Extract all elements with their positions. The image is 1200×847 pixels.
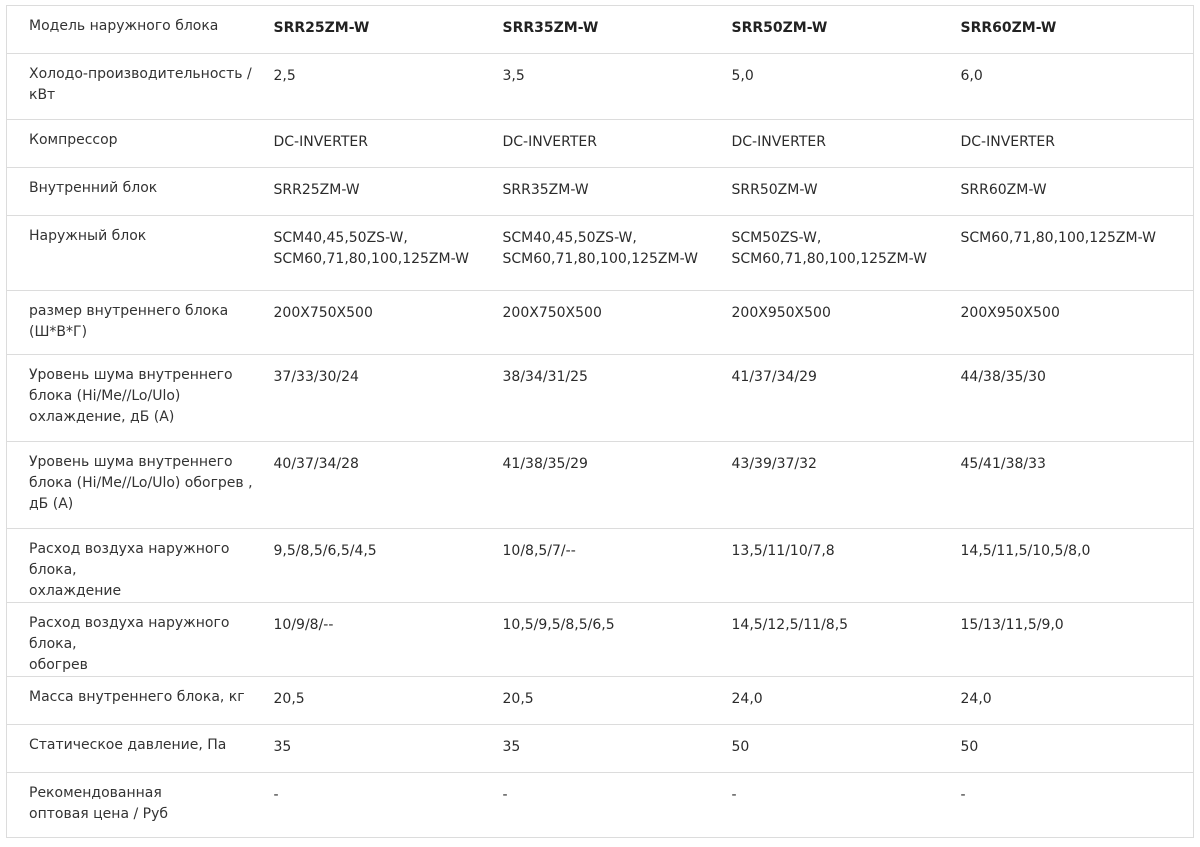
cell-value: 9,5/8,5/6,5/4,5 <box>273 543 377 559</box>
table-cell <box>274 442 503 529</box>
cell-value: 10,5/9,5/8,5/6,5 <box>502 617 615 633</box>
cell-value: 44/38/35/30 <box>960 369 1046 385</box>
table-cell <box>274 168 503 216</box>
table-cell <box>503 168 732 216</box>
table-cell <box>961 54 1194 120</box>
table-cell <box>732 677 961 725</box>
cell-value: 200X750X500 <box>502 305 602 321</box>
cell-value: - <box>731 787 737 803</box>
cell-value: 24,0 <box>960 691 992 707</box>
model-column-header <box>732 6 961 54</box>
cell-value: DC-INVERTER <box>960 134 1055 150</box>
table-cell <box>503 355 732 442</box>
table-cell <box>503 291 732 355</box>
table-row <box>7 355 1194 442</box>
table-cell <box>961 529 1194 603</box>
cell-value: SRR50ZM-W <box>731 182 818 198</box>
cell-value: SCM40,45,50ZS-W, SCM60,71,80,100,125ZM-W <box>273 230 469 267</box>
row-label <box>7 355 274 442</box>
table-cell <box>732 355 961 442</box>
row-label <box>7 120 274 168</box>
table-cell <box>961 168 1194 216</box>
cell-value: 38/34/31/25 <box>502 369 588 385</box>
cell-value: SCM50ZS-W, SCM60,71,80,100,125ZM-W <box>731 230 927 267</box>
row-label-text: Внутренний блок <box>29 180 158 196</box>
row-label-text: Уровень шума внутреннего блока (Hi/Me//Lo/Ulo) охлаждение, дБ (А) <box>29 367 233 425</box>
table-cell <box>503 677 732 725</box>
model-column-header <box>274 6 503 54</box>
cell-value: 41/37/34/29 <box>731 369 817 385</box>
table-cell <box>274 54 503 120</box>
row-label <box>7 529 274 603</box>
table-cell <box>732 725 961 773</box>
cell-value: SRR25ZM-W <box>273 182 360 198</box>
model-column-header <box>503 6 732 54</box>
table-row <box>7 603 1194 677</box>
cell-value: 43/39/37/32 <box>731 456 817 472</box>
table-cell <box>503 529 732 603</box>
table-cell <box>274 291 503 355</box>
cell-value: 13,5/11/10/7,8 <box>731 543 835 559</box>
table-cell <box>961 603 1194 677</box>
cell-value: 200X950X500 <box>960 305 1060 321</box>
cell-value: DC-INVERTER <box>502 134 597 150</box>
table-cell <box>961 120 1194 168</box>
table-cell <box>503 54 732 120</box>
cell-value: 50 <box>731 739 750 755</box>
table-cell <box>274 603 503 677</box>
cell-value: SRR60ZM-W <box>960 20 1057 36</box>
table-row <box>7 291 1194 355</box>
row-label <box>7 291 274 355</box>
cell-value: DC-INVERTER <box>273 134 368 150</box>
row-label <box>7 677 274 725</box>
cell-value: - <box>273 787 279 803</box>
table-cell <box>503 216 732 291</box>
table-cell <box>503 603 732 677</box>
table-cell <box>274 773 503 838</box>
cell-value: 2,5 <box>273 68 296 84</box>
cell-value: DC-INVERTER <box>731 134 826 150</box>
cell-value: SRR35ZM-W <box>502 20 599 36</box>
row-label-text: Масса внутреннего блока, кг <box>29 689 245 705</box>
table-row <box>7 677 1194 725</box>
row-label-text: размер внутреннего блока (Ш*В*Г) <box>29 303 229 340</box>
cell-value: 37/33/30/24 <box>273 369 359 385</box>
table-row <box>7 725 1194 773</box>
cell-value: 50 <box>960 739 979 755</box>
specifications-table <box>6 5 1194 838</box>
row-label-text: Компрессор <box>29 132 118 148</box>
cell-value: 35 <box>273 739 292 755</box>
row-label <box>7 603 274 677</box>
row-label <box>7 6 274 54</box>
table-cell <box>732 54 961 120</box>
table-cell <box>961 677 1194 725</box>
row-label <box>7 168 274 216</box>
row-label-text: Расход воздуха наружного блока, обогрев <box>29 615 230 673</box>
table-cell <box>274 216 503 291</box>
cell-value: 45/41/38/33 <box>960 456 1046 472</box>
table-cell <box>503 725 732 773</box>
row-label-text: Холодо-производительность / кВт <box>29 66 252 103</box>
table-cell <box>274 529 503 603</box>
table-cell <box>274 355 503 442</box>
cell-value: SRR50ZM-W <box>731 20 828 36</box>
table-row <box>7 529 1194 603</box>
cell-value: 24,0 <box>731 691 763 707</box>
table-row <box>7 442 1194 529</box>
table-cell <box>274 725 503 773</box>
table-row <box>7 120 1194 168</box>
specifications-table-body <box>7 6 1194 838</box>
cell-value: 15/13/11,5/9,0 <box>960 617 1064 633</box>
table-cell <box>732 442 961 529</box>
table-cell <box>732 603 961 677</box>
cell-value: SRR25ZM-W <box>273 20 370 36</box>
table-cell <box>274 677 503 725</box>
table-cell <box>961 725 1194 773</box>
cell-value: SRR60ZM-W <box>960 182 1047 198</box>
cell-value: 200X950X500 <box>731 305 831 321</box>
table-row <box>7 216 1194 291</box>
cell-value: 14,5/11,5/10,5/8,0 <box>960 543 1091 559</box>
table-cell <box>732 773 961 838</box>
cell-value: 5,0 <box>731 68 754 84</box>
table-cell <box>732 120 961 168</box>
table-cell <box>961 216 1194 291</box>
model-column-header <box>961 6 1194 54</box>
table-cell <box>961 291 1194 355</box>
row-label-text: Расход воздуха наружного блока, охлаждение <box>29 541 230 599</box>
row-label-text: Рекомендованная оптовая цена / Руб <box>29 785 168 822</box>
table-cell <box>961 355 1194 442</box>
table-cell <box>732 216 961 291</box>
cell-value: 10/8,5/7/-- <box>502 543 576 559</box>
cell-value: 6,0 <box>960 68 983 84</box>
cell-value: 20,5 <box>273 691 305 707</box>
row-label-text: Наружный блок <box>29 228 147 244</box>
cell-value: 41/38/35/29 <box>502 456 588 472</box>
row-label <box>7 442 274 529</box>
row-label-text: Модель наружного блока <box>29 18 219 34</box>
cell-value: 200X750X500 <box>273 305 373 321</box>
cell-value: 40/37/34/28 <box>273 456 359 472</box>
table-cell <box>961 773 1194 838</box>
cell-value: 14,5/12,5/11/8,5 <box>731 617 849 633</box>
table-header-row <box>7 6 1194 54</box>
cell-value: 20,5 <box>502 691 534 707</box>
table-row <box>7 168 1194 216</box>
row-label-text: Уровень шума внутреннего блока (Hi/Me//Lo/Ulo) обогрев , дБ (А) <box>29 454 253 512</box>
table-cell <box>732 291 961 355</box>
cell-value: SRR35ZM-W <box>502 182 589 198</box>
table-cell <box>274 120 503 168</box>
cell-value: - <box>960 787 966 803</box>
table-cell <box>732 168 961 216</box>
row-label <box>7 725 274 773</box>
table-row <box>7 54 1194 120</box>
table-row <box>7 773 1194 838</box>
table-cell <box>732 529 961 603</box>
row-label <box>7 773 274 838</box>
table-cell <box>503 773 732 838</box>
cell-value: 35 <box>502 739 521 755</box>
row-label-text: Статическое давление, Па <box>29 737 227 753</box>
cell-value: SCM40,45,50ZS-W, SCM60,71,80,100,125ZM-W <box>502 230 698 267</box>
row-label <box>7 54 274 120</box>
cell-value: 10/9/8/-- <box>273 617 334 633</box>
table-cell <box>503 120 732 168</box>
cell-value: - <box>502 787 508 803</box>
table-cell <box>961 442 1194 529</box>
cell-value: 3,5 <box>502 68 525 84</box>
table-cell <box>503 442 732 529</box>
row-label <box>7 216 274 291</box>
cell-value: SCM60,71,80,100,125ZM-W <box>960 230 1156 246</box>
